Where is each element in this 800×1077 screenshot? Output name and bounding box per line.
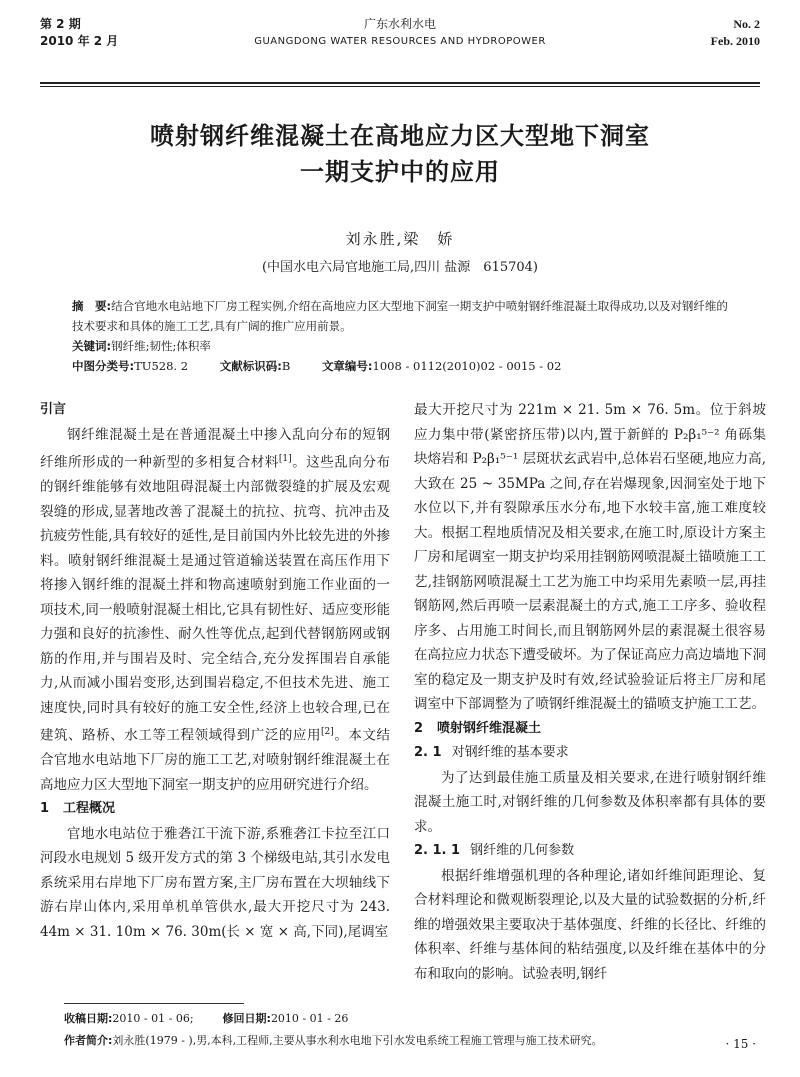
abstract-label: 摘 要: bbox=[72, 299, 112, 313]
article-value: 1008 - 0112(2010)02 - 0015 - 02 bbox=[372, 359, 562, 373]
bio-text: 刘永胜(1979 - ),男,本科,工程师,主要从事水利水电地下引水发电系统工程施工管理与施工技术研究。 bbox=[112, 1034, 603, 1047]
article-label: 文章编号: bbox=[321, 359, 373, 373]
journal-name-cn: 广东水利水电 bbox=[363, 17, 436, 31]
section-1-paragraph-continued: 最大开挖尺寸为 221m × 21. 5m × 76. 5m。位于斜坡应力集中带(紧密挤压带)以内,置于新鲜的 P₂β₁⁵⁻² 角砾集块熔岩和 P₂β₁⁵⁻¹ 层斑状玄武岩中,总体岩石坚硬,地应力高,大致在 25 ~ 35MPa 之间,存在岩爆现象,因洞室处于地下水位以下,并有裂隙承压水分布,地下水较丰富,施工难度较大。根据工程地质情况及相关要求,在施工时,原设计方案主厂房和尾调室一期支护均采用挂钢筋网喷混凝土锚喷施工工艺,挂钢筋网喷混凝土工艺为施工中均采用先素喷一层,再挂钢筋网,然后再喷一层素混凝土的方式,施工工序多、验收程序多、占用施工时间长,而且钢筋网外层的素混凝土很容易在高拉应力状态下遭受破坏。为了保证高应力高边墙地下洞室的稳定及一期支护及时有效,经试验验证后将主厂房和尾调室中下部调整为了喷钢纤维混凝土的锚喷支护施工工艺。 bbox=[414, 402, 766, 712]
doc-label: 文献标识码: bbox=[219, 359, 282, 373]
clc-code bbox=[72, 359, 188, 373]
affiliation: (中国水电六局官地施工局,四川 盐源 615704) bbox=[261, 260, 539, 275]
section-2-1-1-heading bbox=[414, 839, 766, 864]
doc-value: B bbox=[281, 359, 291, 373]
title-line-1: 喷射钢纤维混凝土在高地应力区大型地下洞室 bbox=[150, 122, 650, 150]
paper-title bbox=[40, 118, 760, 190]
intro-heading: 引言 bbox=[40, 402, 67, 417]
article-number bbox=[322, 359, 562, 373]
issue-cn: 第 2 期 bbox=[40, 17, 81, 31]
citation-2: [2] bbox=[321, 727, 334, 737]
section-2-1-number: 2. 1 bbox=[414, 745, 442, 760]
citation-1: [1] bbox=[278, 454, 292, 464]
left-column bbox=[40, 398, 390, 944]
section-2-1-heading bbox=[414, 741, 766, 766]
section-1-paragraph bbox=[40, 822, 390, 945]
footnotes bbox=[64, 1008, 760, 1052]
abstract bbox=[72, 296, 728, 336]
section-2-1-1-number: 2. 1. 1 bbox=[414, 843, 461, 858]
abstract-block bbox=[72, 296, 728, 376]
issue-en: No. 2 bbox=[733, 17, 760, 31]
intro-text-b: 。这些乱向分布的钢纤维能够有效地阻碍混凝土内部微裂缝的扩展及宏观裂缝的形成,显著地改善了混凝土的抗拉、抗弯、抗冲击及抗疲劳性能,具有较好的延性,是目前国内外比较先进的外掺料。喷射钢纤维混凝土是通过管道输送装置在高压作用下将掺入钢纤维的混凝土拌和物高速喷射到施工作业面的一项技术,同一般喷射混凝土相比,它具有韧性好、适应变形能力强和良好的抗渗性、耐久性等优点,起到代替钢筋网或钢筋的作用,并与围岩及时、完全结合,充分发挥围岩自承能力,从而减小围岩变形,达到围岩稳定,不但技术先进、施工速度快,同时具有较好的施工安全性,经济上也较合理,已在建筑、路桥、水工等工程领域得到广泛的应用 bbox=[40, 454, 391, 744]
journal-name-en: GUANGDONG WATER RESOURCES AND HYDROPOWER bbox=[254, 36, 546, 47]
section-2-1-1-title: 钢纤维的几何参数 bbox=[470, 843, 575, 858]
section-2-heading bbox=[414, 717, 766, 742]
page-number: · 15 · bbox=[725, 1037, 756, 1051]
authors: 刘永胜,梁 娇 bbox=[345, 230, 455, 248]
clc-label: 中图分类号: bbox=[72, 359, 135, 373]
section-1-title: 工程概况 bbox=[63, 801, 116, 816]
date-en: Feb. 2010 bbox=[710, 34, 760, 48]
received-label: 收稿日期: bbox=[64, 1012, 113, 1025]
section-2-title: 喷射钢纤维混凝土 bbox=[437, 720, 542, 736]
right-column-flow bbox=[414, 398, 766, 986]
revised-date: 2010 - 01 - 26 bbox=[270, 1012, 349, 1025]
bio-label: 作者简介: bbox=[64, 1034, 113, 1047]
classification-row bbox=[72, 356, 728, 376]
clc-value: TU528. 2 bbox=[134, 359, 189, 373]
received-date: 2010 - 01 - 06; bbox=[112, 1012, 194, 1025]
running-header bbox=[40, 12, 760, 74]
section-2-1-paragraph: 为了达到最佳施工质量及相关要求,在进行喷射钢纤维混凝土施工时,对钢纤维的几何参数及体积率都有具体的要求。 bbox=[414, 769, 766, 835]
keywords-label: 关键词: bbox=[72, 339, 112, 353]
header-issue-right bbox=[711, 16, 760, 50]
author-bio bbox=[64, 1030, 760, 1052]
section-2-1-title: 对钢纤维的基本要求 bbox=[451, 745, 569, 760]
section-1-number: 1 bbox=[40, 801, 50, 816]
header-rule-thin bbox=[40, 86, 760, 87]
keywords bbox=[72, 336, 728, 356]
intro-text-c: 。本文结合官地水电站地下厂房的施工工艺,对喷射钢纤维混凝土在高地应力区大型地下洞室一期支护的应用研究进行介绍。 bbox=[40, 727, 391, 793]
header-journal bbox=[40, 16, 760, 50]
doc-code bbox=[220, 359, 291, 373]
dates-line bbox=[64, 1008, 760, 1030]
section-1-text: 官地水电站位于雅砻江干流下游,系雅砻江卡拉至江口河段水电规划 5 级开发方式的第 3 个梯级电站,其引水发电系统采用右岸地下厂房布置方案,主厂房布置在大坝轴线下游右岸山体内,采用单机单管供水,最大开挖尺寸为 243. 44m × 31. 10m × 76. 30m(长 × 宽 × 高,下同),尾调室 bbox=[40, 825, 390, 940]
section-2-number: 2 bbox=[414, 720, 424, 736]
intro-paragraph bbox=[40, 423, 390, 798]
header-rule-thick bbox=[40, 82, 760, 84]
date-cn: 2010 年 2 月 bbox=[40, 34, 119, 48]
abstract-text: 结合官地水电站地下厂房工程实例,介绍在高地应力区大型地下洞室一期支护中喷射钢纤维混凝土取得成功,以及对钢纤维的技术要求和具体的施工工艺,具有广阔的推广应用前景。 bbox=[72, 299, 728, 333]
revised-label: 修回日期: bbox=[222, 1012, 271, 1025]
footnote-rule bbox=[64, 1003, 244, 1004]
title-line-2: 一期支护中的应用 bbox=[300, 158, 500, 186]
section-1-heading bbox=[40, 797, 390, 822]
section-2-1-1-paragraph: 根据纤维增强机理的各种理论,诸如纤维间距理论、复合材料理论和微观断裂理论,以及大量的试验数据的分析,纤维的增强效果主要取决于基体强度、纤维的长径比、纤维的体积率、纤维与基体间的粘结强度,以及纤维在基体中的分布和取向的影响。试验表明,钢纤 bbox=[414, 867, 766, 982]
keywords-text: 钢纤维;韧性;体积率 bbox=[111, 339, 211, 353]
intro-text-a: 钢纤维混凝土是在普通混凝土中掺入乱向分布的短钢纤维所形成的一种新型的多相复合材料 bbox=[40, 426, 390, 471]
right-column bbox=[414, 398, 766, 986]
